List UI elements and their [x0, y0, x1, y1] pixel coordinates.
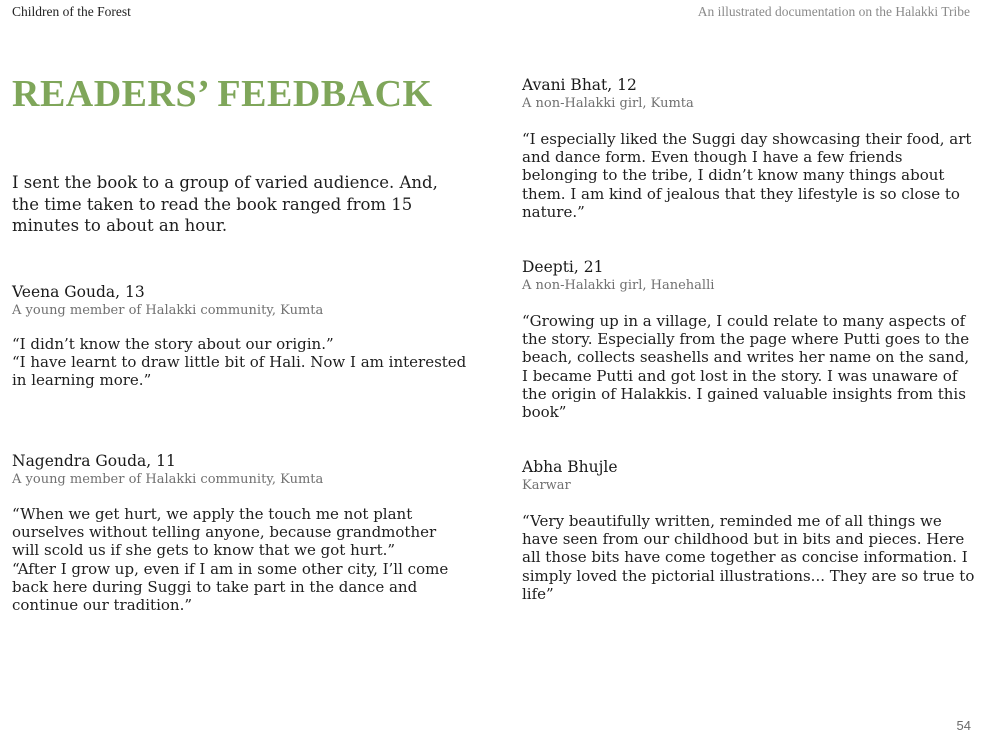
reader-quote: “Growing up in a village, I could relate to many aspects of the story. Especially from the page where Putti goes to the beach, collects seashells and writes her name on the sand, I became Putti and got lost in the story. I was unaware of the origin of Halakkis. I gained valuable insights from this book”	[522, 312, 970, 422]
book-title-header: Children of the Forest	[12, 4, 131, 19]
reader-name: Veena Gouda, 13	[12, 283, 145, 301]
reader-quote: “When we get hurt, we apply the touch me not plant ourselves without telling anyone, because grandmother will scold us if she gets to know that we got hurt.”	[12, 505, 437, 560]
feedback-card-nagendra	[12, 451, 462, 614]
feedback-card-deepti	[522, 257, 977, 421]
reader-role: A non-Halakki girl, Hanehalli	[522, 278, 715, 293]
reader-quote: “I didn’t know the story about our origin.”	[12, 335, 334, 353]
reader-quote: “I especially liked the Suggi day showcasing their food, art and dance form. Even though I have a few friends belonging to the tribe, I didn’t know many things about them. I am kind of jealous that they lifestyle is so close to nature.”	[522, 130, 972, 221]
page-number: 54	[956, 718, 971, 733]
page-title: READERS’ FEEDBACK	[12, 73, 433, 115]
reader-role: Karwar	[522, 478, 571, 493]
feedback-card-veena	[12, 282, 472, 390]
reader-name: Avani Bhat, 12	[522, 76, 637, 94]
feedback-card-avani	[522, 75, 977, 221]
reader-quote: “I have learnt to draw little bit of Hali. Now I am interested in learning more.”	[12, 353, 467, 390]
reader-role: A young member of Halakki community, Kumta	[12, 303, 324, 318]
reader-name: Nagendra Gouda, 11	[12, 452, 176, 470]
reader-role: A young member of Halakki community, Kumta	[12, 472, 324, 487]
feedback-card-abha	[522, 457, 977, 603]
book-subtitle-header: An illustrated documentation on the Halakki Tribe	[697, 4, 970, 19]
reader-role: A non-Halakki girl, Kumta	[522, 96, 694, 111]
reader-name: Abha Bhujle	[522, 458, 618, 476]
reader-quote: “Very beautifully written, reminded me of all things we have seen from our childhood but in bits and pieces. Here all those bits have come together as concise information. I simply loved the pictorial illustrations... They are so true to life”	[522, 512, 975, 603]
intro-paragraph: I sent the book to a group of varied audience. And, the time taken to read the book ranged from 15 minutes to about an hour.	[12, 173, 438, 235]
reader-quote: “After I grow up, even if I am in some other city, I’ll come back here during Suggi to take part in the dance and continue our tradition.”	[12, 559, 449, 615]
reader-name: Deepti, 21	[522, 258, 604, 276]
